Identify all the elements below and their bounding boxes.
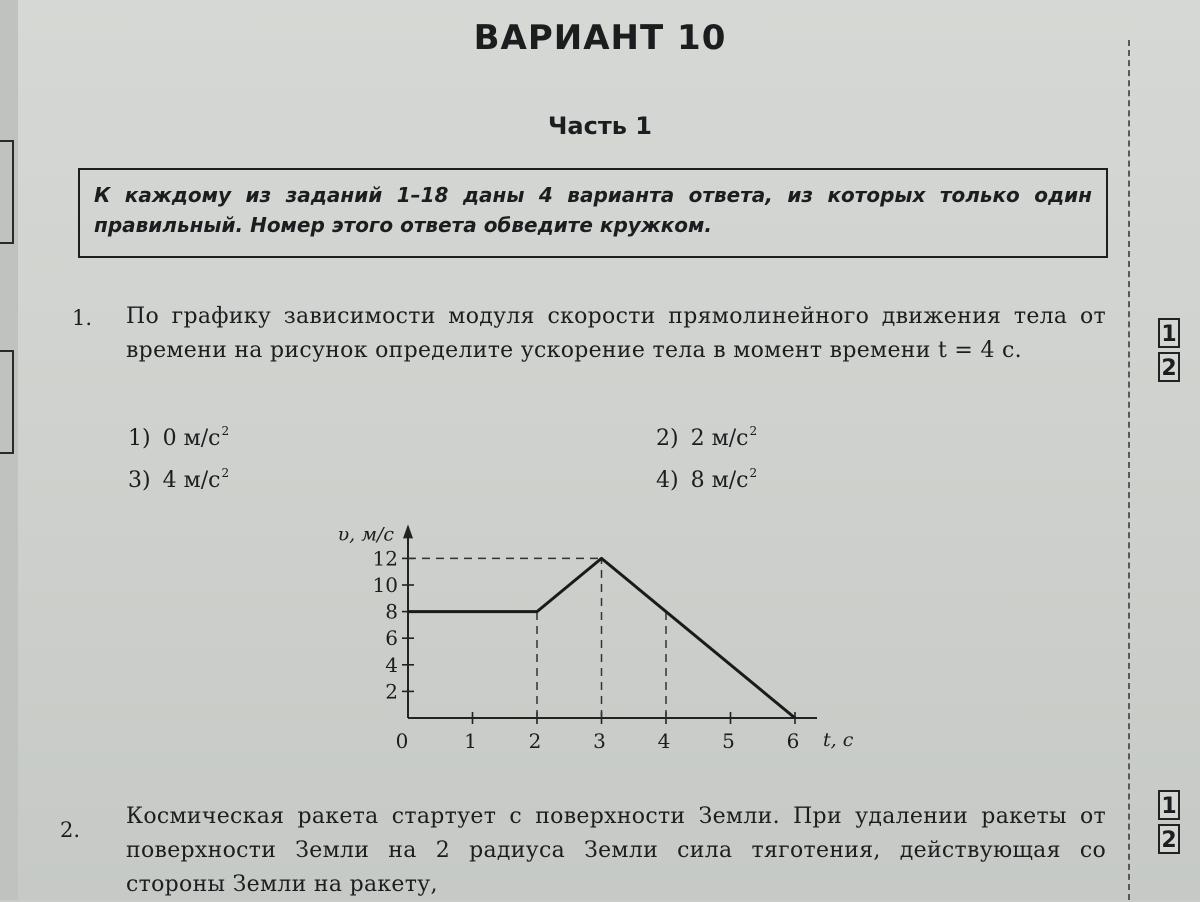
answer-cell: 2 <box>1158 352 1180 382</box>
y-tick-label: 2 <box>385 679 398 704</box>
y-tick-label: 10 <box>372 573 398 597</box>
answer-power: 2 <box>749 466 758 480</box>
answer-value: 4 м/с <box>162 468 221 493</box>
question-1-number: 1. <box>72 306 93 330</box>
question-2-number: 2. <box>60 818 81 842</box>
y-axis-label: υ, м/с <box>337 523 394 546</box>
x-tick-label: 3 <box>593 729 606 753</box>
x-tick-label: 4 <box>657 729 671 753</box>
y-tick-label: 8 <box>385 599 398 624</box>
y-axis-arrow <box>403 524 413 538</box>
cut-line <box>1128 40 1130 900</box>
answer-number: 1) <box>128 426 151 451</box>
part-heading: Часть 1 <box>548 112 652 140</box>
x-tick-label: 0 <box>395 729 409 753</box>
answer-cell: 1 <box>1158 318 1180 348</box>
answer-power: 2 <box>221 466 230 480</box>
answer-option-1[interactable] <box>128 424 229 451</box>
question-1-text: По графику зависимости модуля скорости прямолинейного движения тела от времени на рисунок определите ускорение тела в момент времени t = 4 с. <box>126 304 1106 363</box>
previous-page-frame <box>0 350 14 454</box>
answer-number: 3) <box>128 468 151 493</box>
answer-grid-box <box>1158 790 1200 853</box>
x-tick-label: 5 <box>722 729 735 753</box>
answer-number: 2) <box>656 426 679 451</box>
x-tick-label: 6 <box>786 729 800 753</box>
answer-option-3[interactable] <box>128 466 229 493</box>
x-tick-label: 2 <box>528 729 542 753</box>
x-tick-label: 1 <box>464 729 477 753</box>
instruction-box <box>78 168 1108 258</box>
y-tick-label: 6 <box>385 626 398 651</box>
instruction-text: К каждому из заданий 1–18 даны 4 варианта ответа, из которых только один правильный. Номер этого ответа обведите кружком. <box>94 183 1092 237</box>
answer-power: 2 <box>221 424 230 438</box>
velocity-time-graph <box>300 510 880 760</box>
answer-power: 2 <box>749 424 758 438</box>
x-axis-label: t, с <box>823 729 854 751</box>
graph-axes <box>402 524 817 724</box>
answer-option-4[interactable] <box>656 466 757 493</box>
question-2-text: Космическая ракета стартует с поверхности Земли. При удалении ракеты от поверхности Земли на 2 радиуса Земли сила тяготения, действующая со стороны Земли на ракету, <box>126 804 1106 897</box>
answer-grid-box <box>1158 318 1200 381</box>
answer-value: 8 м/с <box>690 468 749 493</box>
answer-number: 4) <box>656 468 679 493</box>
graph-series <box>408 558 795 718</box>
variant-title: ВАРИАНТ 10 <box>473 18 727 58</box>
answer-value: 2 м/с <box>690 426 749 451</box>
graph-guides <box>408 558 666 718</box>
y-tick-label: 12 <box>372 546 398 571</box>
answer-option-2[interactable] <box>656 424 757 451</box>
velocity-line <box>408 558 795 718</box>
answer-cell: 1 <box>1158 790 1180 820</box>
previous-page-frame <box>0 140 14 244</box>
y-tick-label: 4 <box>385 652 398 677</box>
answer-cell: 2 <box>1158 824 1180 854</box>
answer-value: 0 м/с <box>162 426 221 451</box>
